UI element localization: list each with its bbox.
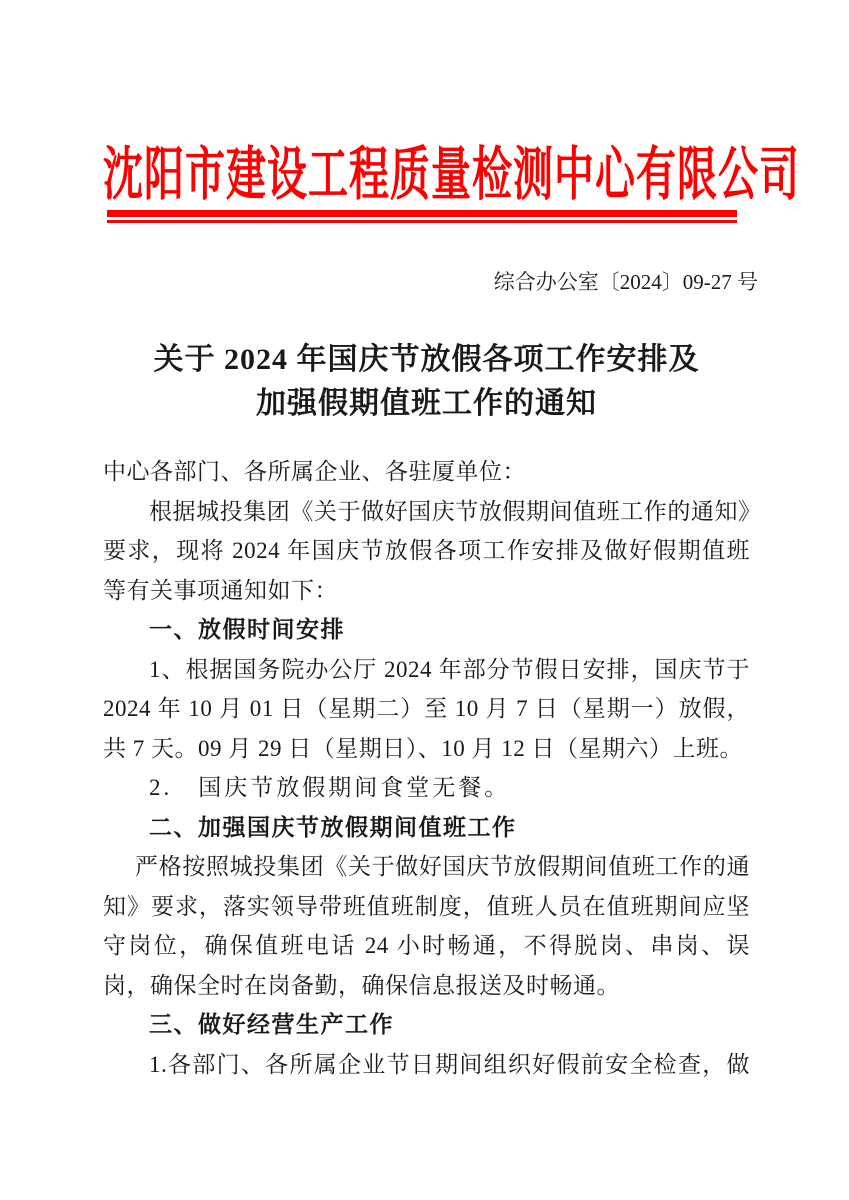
letterhead-rule-thin bbox=[107, 220, 737, 223]
letterhead-rule-thick bbox=[107, 210, 737, 217]
notice-title bbox=[103, 338, 750, 426]
production-work-paragraph: 1.各部门、各所属企业节日期间组织好假前安全检查，做 bbox=[149, 1051, 750, 1077]
intro-paragraph: 根据城投集团《关于做好国庆节放假期间值班工作的通知》要求，现将 2024 年国庆节放假各项工作安排及做好假期值班等有关事项通知如下： bbox=[103, 498, 750, 603]
section-heading-1: 一、放假时间安排 bbox=[149, 616, 345, 642]
company-letterhead bbox=[103, 141, 800, 207]
document-content bbox=[0, 141, 849, 1084]
holiday-schedule-paragraph: 1、根据国务院办公厅 2024 年部分节假日安排，国庆节于 2024 年 10 月 01 日（星期二）至 10 月 7 日（星期一）放假，共 7 天。09 月 29 日（星期日）、10 月 12 日（星期六）上班。 bbox=[103, 656, 750, 761]
salutation: 中心各部门、各所属企业、各驻厦单位： bbox=[103, 459, 526, 484]
doc-number: 综合办公室〔2024〕09-27 号 bbox=[493, 270, 758, 294]
notice-body bbox=[103, 452, 750, 1084]
company-name: 沈阳市建设工程质量检测中心有限公司 bbox=[103, 141, 800, 207]
duty-requirements-paragraph: 严格按照城投集团《关于做好国庆节放假期间值班工作的通知》要求，落实领导带班值班制度，值班人员在值班期间应坚守岗位，确保值班电话 24 小时畅通，不得脱岗、串岗、误岗，确保全时在岗备勤，确保信息报送及时畅通。 bbox=[103, 854, 750, 998]
notice-title-line-1: 关于 2024 年国庆节放假各项工作安排及 bbox=[153, 343, 700, 376]
notice-title-line-2: 加强假期值班工作的通知 bbox=[256, 387, 597, 420]
canteen-notice-paragraph: 2. 国庆节放假期间食堂无餐。 bbox=[149, 775, 511, 800]
section-heading-3: 三、做好经营生产工作 bbox=[149, 1011, 394, 1037]
section-heading-2: 二、加强国庆节放假期间值班工作 bbox=[149, 813, 517, 840]
